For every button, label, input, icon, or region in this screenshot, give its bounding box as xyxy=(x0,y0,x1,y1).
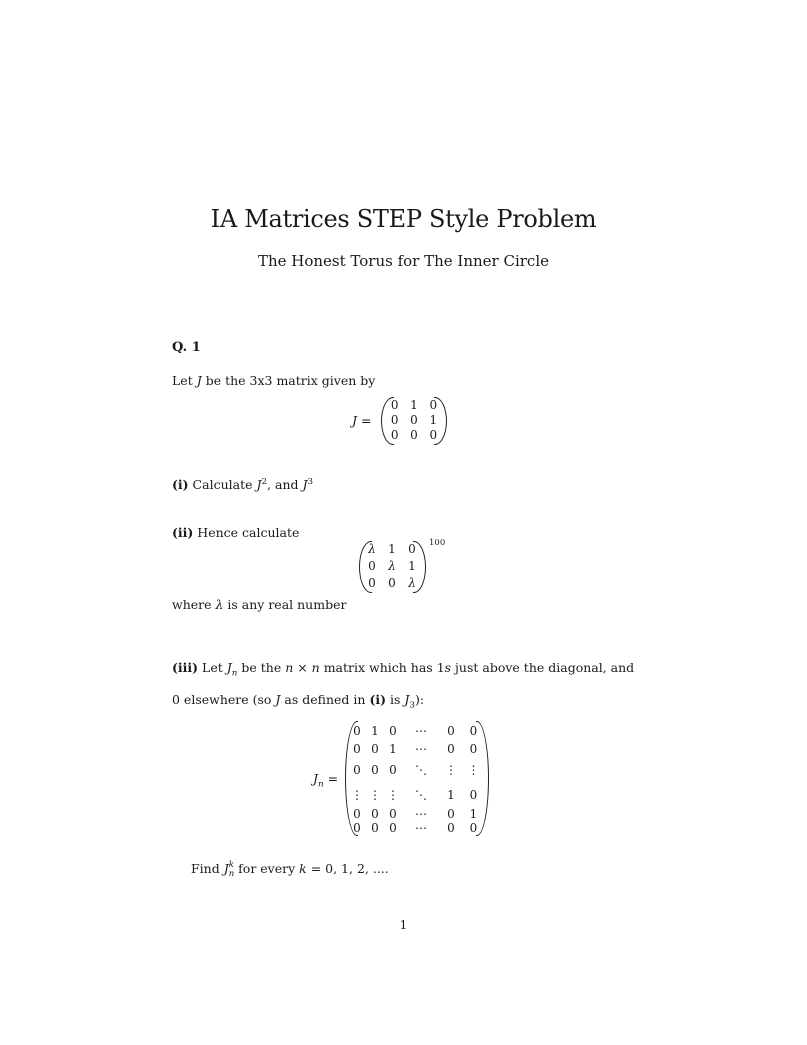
part-ii-text: Hence calculate xyxy=(193,525,300,540)
part-iii-l2d: ): xyxy=(414,692,425,707)
part-i xyxy=(172,477,313,492)
matrix-j-cell: 0 xyxy=(390,397,399,412)
part-i-text: Calculate xyxy=(188,477,257,492)
matrix-jn-cell: 1 xyxy=(371,724,379,738)
matrix-jn-cell: ⋮ xyxy=(369,787,381,802)
find-sub: n xyxy=(228,868,235,879)
part-iii-l1a: Let xyxy=(198,660,227,675)
matrix-jn-label xyxy=(313,771,339,790)
matrix-jn-cell: 0 xyxy=(389,807,397,821)
matrix-jn-cell: 0 xyxy=(469,821,478,835)
matrix-jn-cell: 0 xyxy=(469,742,478,756)
part-iii-l2-var: J xyxy=(275,692,281,707)
matrix-jn-cell: 1 xyxy=(447,787,455,802)
matrix-lambda-power: 100 xyxy=(429,538,446,548)
part-i-exp2: 3 xyxy=(307,476,314,487)
part-iii-l2-sub2: 3 xyxy=(409,700,415,711)
part-iii-l1-nxn: n × n xyxy=(285,660,320,675)
page-number: 1 xyxy=(399,918,408,932)
part-i-tag: (i) xyxy=(172,477,189,492)
matrix-jn-cell: 0 xyxy=(371,821,379,835)
part-ii-where xyxy=(172,597,346,612)
matrix-jn-cell: 0 xyxy=(371,763,379,777)
find-c: = 0, 1, 2, .... xyxy=(306,861,389,876)
find-a: Find xyxy=(191,861,224,876)
matrix-jn-label-eq: = xyxy=(323,771,339,786)
matrix-j-cell: 1 xyxy=(410,397,418,412)
matrix-j-label-text: J = xyxy=(352,413,372,428)
matrix-jn-cell: 0 xyxy=(371,742,379,756)
matrix-jn-cell: 0 xyxy=(389,821,397,835)
matrix-jn-cell: ⋯ xyxy=(415,742,427,756)
find-k: k xyxy=(299,861,307,876)
matrix-jn-cell: ⋮ xyxy=(387,787,399,802)
matrix-jn-cell: ⋮ xyxy=(467,763,480,777)
matrix-lambda-cell: 1 xyxy=(388,542,396,557)
matrix-jn-cell: 0 xyxy=(353,763,361,777)
matrix-jn-cell: 0 xyxy=(447,742,455,756)
intro-post: be the 3x3 matrix given by xyxy=(201,373,376,388)
part-iii-l2-ref: (i) xyxy=(369,692,387,707)
part-i-mid: , and xyxy=(267,477,303,492)
part-ii xyxy=(172,525,299,540)
matrix-jn-cell: ⋯ xyxy=(415,821,427,835)
find-sup: k xyxy=(228,860,234,870)
part-iii-l1-var: J xyxy=(226,660,232,675)
matrix-lambda-cell: 0 xyxy=(388,575,396,590)
part-iii-l2a: 0 elsewhere (so xyxy=(172,692,276,707)
matrix-jn-cell: 0 xyxy=(447,724,455,738)
matrix-j-cell: 0 xyxy=(410,412,418,427)
part-ii-tag: (ii) xyxy=(172,525,194,540)
part-i-exp1: 2 xyxy=(261,476,268,487)
question-heading: Q. 1 xyxy=(172,340,201,355)
matrix-j-right-paren xyxy=(434,397,447,445)
matrix-jn-cell: 0 xyxy=(469,787,478,802)
matrix-j-cell: 0 xyxy=(390,428,399,443)
intro-pre: Let xyxy=(172,373,197,388)
matrix-lambda-cell: 1 xyxy=(408,558,416,573)
matrix-jn-cell: 0 xyxy=(371,807,379,821)
matrix-jn-cell: 0 xyxy=(353,807,361,821)
part-iii-tag: (iii) xyxy=(172,660,199,675)
matrix-jn-label-var: J xyxy=(313,771,319,786)
where-pre: where xyxy=(172,597,216,612)
matrix-jn-cell: ⋯ xyxy=(415,724,427,738)
page-title: IA Matrices STEP Style Problem xyxy=(210,205,597,233)
matrix-jn-cell: 1 xyxy=(469,807,478,821)
matrix-jn-cell: ⋮ xyxy=(351,787,363,802)
part-i-var2: J xyxy=(302,477,308,492)
matrix-j-cell: 1 xyxy=(429,412,438,427)
matrix-jn-right-paren xyxy=(476,721,489,836)
matrix-jn-cell: 0 xyxy=(353,821,361,835)
matrix-j-label xyxy=(352,413,371,428)
part-iii-l2b: as defined in xyxy=(280,692,370,707)
part-iii-line1 xyxy=(172,660,635,679)
part-iii-l1c: matrix which has 1 xyxy=(319,660,445,675)
matrix-lambda-cell: λ xyxy=(408,575,416,590)
matrix-lambda-cell: λ xyxy=(388,558,396,573)
part-iii-l1-sub: n xyxy=(231,668,238,679)
page-subtitle: The Honest Torus for The Inner Circle xyxy=(257,252,550,270)
matrix-jn-cell: 0 xyxy=(469,724,478,738)
matrix-jn-cell: 0 xyxy=(389,724,397,738)
matrix-lambda-right-paren xyxy=(413,541,426,593)
matrix-jn-cell: ⋱ xyxy=(415,787,427,802)
part-iii-l2c: is xyxy=(386,692,405,707)
matrix-jn xyxy=(348,721,485,834)
matrix-jn-cell: 0 xyxy=(353,742,361,756)
matrix-jn-cell: 0 xyxy=(447,821,455,835)
where-post: is any real number xyxy=(223,597,347,612)
part-iii-l1d: just above the diagonal, and xyxy=(451,660,635,675)
matrix-jn-cell: ⋯ xyxy=(415,807,427,821)
matrix-j-cell: 0 xyxy=(429,397,438,412)
matrix-jn-cell: ⋮ xyxy=(445,763,457,777)
find-b: for every xyxy=(234,861,300,876)
matrix-j-cell: 0 xyxy=(410,428,418,443)
part-iii-l2-var2: J xyxy=(404,692,410,707)
intro-var: J xyxy=(196,373,202,388)
matrix-j-cell: 0 xyxy=(429,428,438,443)
part-i-var1: J xyxy=(256,477,262,492)
matrix-jn-cell: ⋱ xyxy=(415,763,427,777)
matrix-lambda-cell: 0 xyxy=(368,558,376,573)
where-var: λ xyxy=(215,597,224,612)
matrix-jn-cell: 0 xyxy=(447,807,455,821)
part-iii-l1b: be the xyxy=(237,660,286,675)
matrix-lambda-cell: λ xyxy=(368,542,376,557)
question-intro xyxy=(172,373,375,388)
matrix-jn-label-sub: n xyxy=(318,779,324,790)
part-iii-line2 xyxy=(172,692,425,711)
matrix-lambda-cell: 0 xyxy=(368,575,376,590)
matrix-lambda-cell: 0 xyxy=(408,542,416,557)
part-iii-find xyxy=(191,861,389,878)
matrix-jn-cell: 0 xyxy=(353,724,361,738)
matrix-j-cell: 0 xyxy=(390,412,399,427)
find-var: J xyxy=(223,861,229,876)
matrix-jn-cell: 0 xyxy=(389,763,397,777)
part-iii-l1-s: s xyxy=(444,660,452,675)
matrix-jn-cell: 1 xyxy=(389,742,397,756)
